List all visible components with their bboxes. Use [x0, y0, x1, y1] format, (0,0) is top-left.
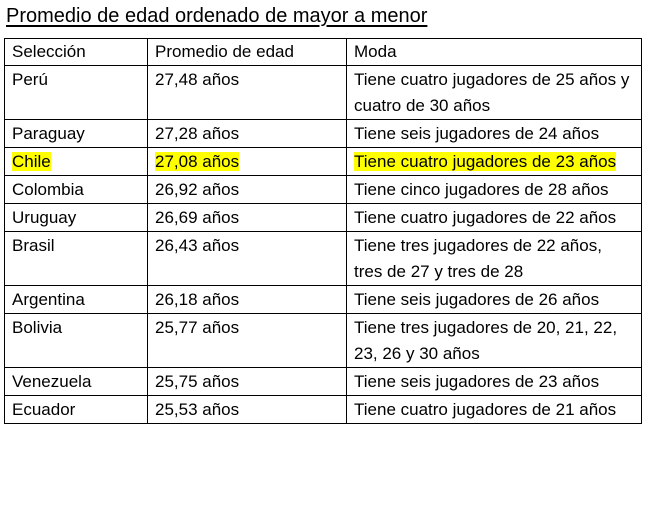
average-age-cell — [148, 148, 347, 176]
mode-cell-text: Tiene tres jugadores de 20, 21, 22, 23, 26 y 30 años — [354, 318, 618, 363]
team-cell-text: Uruguay — [12, 208, 77, 227]
mode-cell — [347, 314, 642, 368]
team-cell — [5, 396, 148, 424]
team-cell — [5, 368, 148, 396]
header-seleccion: Selección — [5, 39, 148, 66]
average-age-cell-text: 27,48 años — [155, 70, 240, 89]
average-age-cell-text: 26,69 años — [155, 208, 240, 227]
mode-cell — [347, 396, 642, 424]
mode-cell-text: Tiene tres jugadores de 22 años, tres de 27 y tres de 28 — [354, 236, 602, 281]
table-row — [5, 396, 642, 424]
team-cell-text: Ecuador — [12, 400, 76, 419]
table-row — [5, 176, 642, 204]
mode-cell — [347, 368, 642, 396]
mode-cell — [347, 286, 642, 314]
team-cell-text: Bolivia — [12, 318, 63, 337]
table-row — [5, 286, 642, 314]
average-age-cell-text: 25,53 años — [155, 400, 240, 419]
table-row — [5, 314, 642, 368]
mode-cell-text: Tiene seis jugadores de 26 años — [354, 290, 600, 309]
average-age-cell — [148, 368, 347, 396]
mode-cell-text: Tiene cuatro jugadores de 21 años — [354, 400, 617, 419]
mode-cell-text: Tiene cuatro jugadores de 22 años — [354, 208, 617, 227]
team-cell-text: Venezuela — [12, 372, 92, 391]
team-cell — [5, 286, 148, 314]
mode-cell-text: Tiene cuatro jugadores de 23 años — [354, 152, 617, 171]
average-age-cell-text: 27,28 años — [155, 124, 240, 143]
table-row — [5, 148, 642, 176]
team-cell — [5, 314, 148, 368]
average-age-cell — [148, 286, 347, 314]
team-cell — [5, 176, 148, 204]
table-body — [5, 66, 642, 424]
mode-cell — [347, 232, 642, 286]
average-age-cell — [148, 120, 347, 148]
average-age-cell — [148, 204, 347, 232]
team-cell — [5, 232, 148, 286]
average-age-cell-text: 25,77 años — [155, 318, 240, 337]
team-cell-text: Paraguay — [12, 124, 85, 143]
team-cell — [5, 120, 148, 148]
average-age-cell-text: 25,75 años — [155, 372, 240, 391]
team-cell-text: Perú — [12, 70, 48, 89]
mode-cell-text: Tiene cinco jugadores de 28 años — [354, 180, 609, 199]
average-age-cell-text: 27,08 años — [155, 152, 240, 171]
average-age-cell-text: 26,92 años — [155, 180, 240, 199]
table-row — [5, 232, 642, 286]
team-cell — [5, 204, 148, 232]
table-header-row — [5, 39, 642, 66]
team-cell-text: Argentina — [12, 290, 85, 309]
table-row — [5, 66, 642, 120]
average-age-cell-text: 26,18 años — [155, 290, 240, 309]
table-row — [5, 204, 642, 232]
header-moda: Moda — [347, 39, 642, 66]
team-cell-text: Colombia — [12, 180, 84, 199]
mode-cell — [347, 148, 642, 176]
team-cell — [5, 148, 148, 176]
average-age-cell-text: 26,43 años — [155, 236, 240, 255]
document-title: Promedio de edad ordenado de mayor a menor — [6, 5, 428, 27]
team-cell-text: Chile — [12, 152, 51, 171]
mode-cell — [347, 66, 642, 120]
mode-cell — [347, 120, 642, 148]
average-age-cell — [148, 314, 347, 368]
age-table — [4, 38, 642, 424]
mode-cell — [347, 204, 642, 232]
header-promedio: Promedio de edad — [148, 39, 347, 66]
mode-cell-text: Tiene seis jugadores de 24 años — [354, 124, 600, 143]
mode-cell — [347, 176, 642, 204]
average-age-cell — [148, 396, 347, 424]
table-row — [5, 120, 642, 148]
average-age-cell — [148, 176, 347, 204]
average-age-cell — [148, 66, 347, 120]
average-age-cell — [148, 232, 347, 286]
team-cell-text: Brasil — [12, 236, 55, 255]
mode-cell-text: Tiene cuatro jugadores de 25 años y cuatro de 30 años — [354, 70, 630, 115]
mode-cell-text: Tiene seis jugadores de 23 años — [354, 372, 600, 391]
team-cell — [5, 66, 148, 120]
table-row — [5, 368, 642, 396]
